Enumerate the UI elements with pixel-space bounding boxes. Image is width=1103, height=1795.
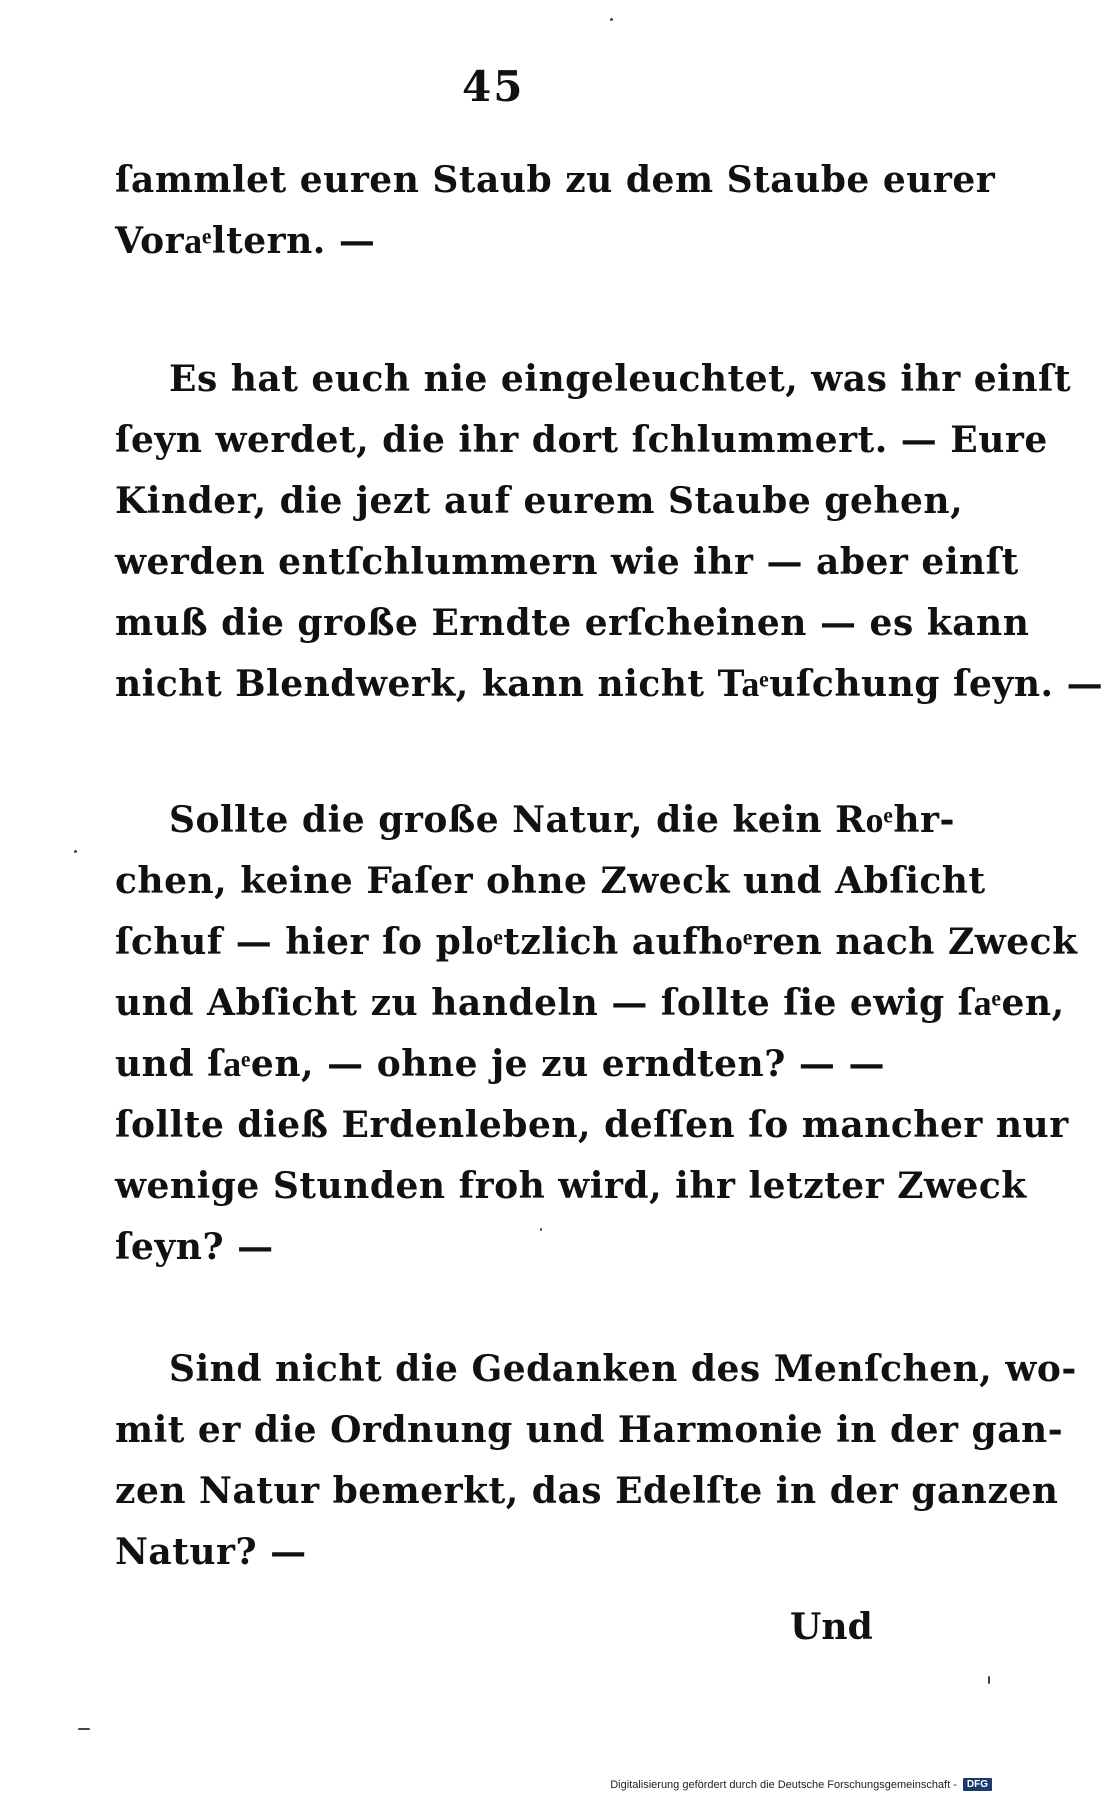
paragraph bbox=[115, 349, 1103, 715]
print-speck bbox=[78, 1728, 90, 1730]
print-speck bbox=[610, 18, 613, 21]
paragraph bbox=[115, 1339, 1077, 1583]
text-line: ſeyn werdet, die ihr dort ſchlummert. — Eure bbox=[115, 419, 1048, 461]
dfg-logo: DFG bbox=[963, 1778, 992, 1791]
text-line: Sollte die große Natur, die kein Roͤhr- bbox=[169, 799, 955, 841]
text-line: wenige Stunden froh wird, ihr letzter Zweck bbox=[115, 1165, 1027, 1207]
print-speck bbox=[74, 850, 77, 853]
text-line: Natur? — bbox=[115, 1531, 307, 1573]
text-line: ſchuf — hier ſo ploͤtzlich aufhoͤren nach Zweck bbox=[115, 921, 1078, 963]
text-line: Voraͤltern. — bbox=[115, 220, 376, 262]
text-line: muß die große Erndte erſcheinen — es kann bbox=[115, 602, 1030, 644]
text-line: nicht Blendwerk, kann nicht Taͤuſchung ſeyn. — bbox=[115, 663, 1103, 705]
footer-text: Digitalisierung gefördert durch die Deutsche Forschungsgemeinschaft - bbox=[610, 1778, 957, 1791]
text-line: Kinder, die jezt auf eurem Staube gehen, bbox=[115, 480, 964, 522]
text-line: Es hat euch nie eingeleuchtet, was ihr einſt bbox=[169, 358, 1072, 400]
text-line: und Abſicht zu handeln — ſollte ſie ewig ſaͤen, bbox=[115, 982, 1065, 1024]
text-line: zen Natur bemerkt, das Edelſte in der ganzen bbox=[115, 1470, 1059, 1512]
print-speck bbox=[540, 1228, 542, 1231]
paragraph bbox=[115, 150, 996, 272]
text-line: chen, keine Faſer ohne Zweck und Abſicht bbox=[115, 860, 986, 902]
text-line: werden entſchlummern wie ihr — aber einſt bbox=[115, 541, 1019, 583]
text-line: und ſaͤen, — ohne je zu erndten? — — bbox=[115, 1043, 885, 1085]
digitization-footer bbox=[610, 1778, 992, 1791]
text-line: mit er die Ordnung und Harmonie in der gan- bbox=[115, 1409, 1064, 1451]
text-line: ſammlet euren Staub zu dem Staube eurer bbox=[115, 159, 996, 201]
text-line: ſeyn? — bbox=[115, 1226, 274, 1268]
text-line: Sind nicht die Gedanken des Menſchen, wo- bbox=[169, 1348, 1077, 1390]
paragraph bbox=[115, 790, 1078, 1278]
page-number: 45 bbox=[462, 62, 525, 111]
print-speck bbox=[988, 1676, 990, 1684]
catchword: Und bbox=[790, 1606, 873, 1648]
text-line: ſollte dieß Erdenleben, deſſen ſo mancher nur bbox=[115, 1104, 1069, 1146]
